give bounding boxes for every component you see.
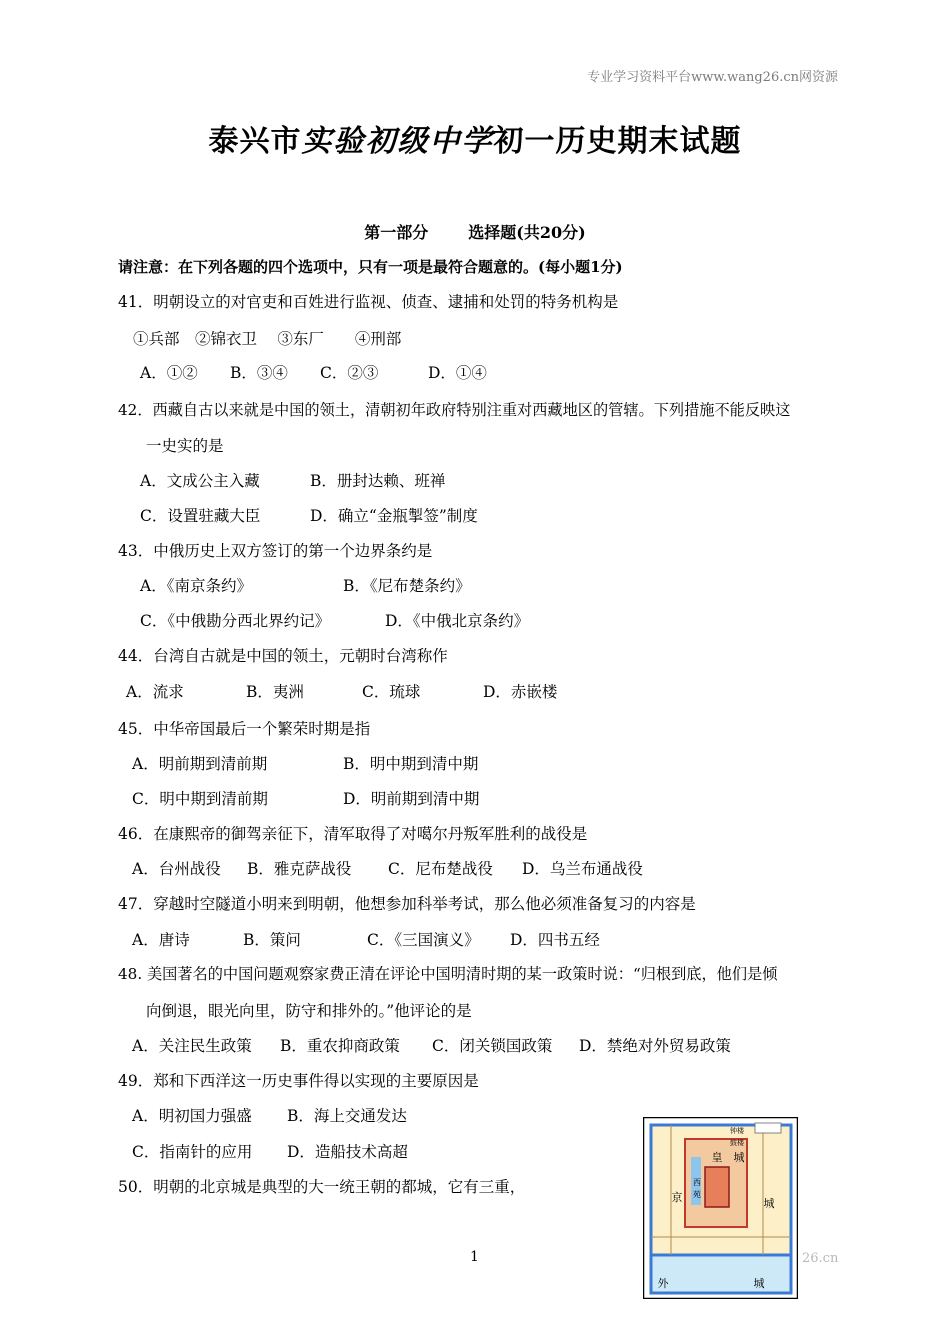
question-46-option-a: A．台州战役 <box>132 860 221 878</box>
question-48-option-d: D．禁绝对外贸易政策 <box>579 1037 731 1055</box>
question-45-option-d: D．明前期到清中期 <box>343 790 480 808</box>
question-41-option-a: A．①② <box>140 364 198 382</box>
question-43-option-b: B．《尼布楚条约》 <box>343 577 471 595</box>
question-49-option-c: C．指南针的应用 <box>132 1143 253 1161</box>
question-47-option-c: C．《三国演义》 <box>367 931 480 949</box>
question-42-option-b: B．册封达赖、班禅 <box>310 472 446 490</box>
question-47-stem: 47．穿越时空隧道小明来到明朝，他想参加科举考试，那么他必须准备复习的内容是 <box>118 895 696 913</box>
title-suffix: 初一历史期末试题 <box>493 124 742 159</box>
question-42-stem-line1: 42．西藏自古以来就是中国的领土，清朝初年政府特别注重对西藏地区的管辖。下列措施不能反映这 <box>118 401 791 419</box>
question-46-option-d: D．乌兰布通战役 <box>522 860 643 878</box>
title-school: 实验初级中学 <box>301 124 494 159</box>
question-43-option-c: C．《中俄勘分西北界约记》 <box>140 612 331 630</box>
question-44-option-c: C．琉球 <box>362 683 421 701</box>
question-43-option-d: D．《中俄北京条约》 <box>385 612 530 630</box>
section-name: 选择题(共20分) <box>468 223 586 242</box>
question-44-option-b: B．夷洲 <box>246 683 304 701</box>
question-44-stem: 44．台湾自古就是中国的领土，元朝时台湾称作 <box>118 647 448 665</box>
section-part: 第一部分 <box>364 223 429 242</box>
question-48-stem-line2: 向倒退，眼光向里，防守和排外的。”他评论的是 <box>146 1002 472 1020</box>
page-title <box>0 116 950 160</box>
map-label-capital: 京 <box>671 1191 683 1204</box>
map-label-city-east: 城 <box>763 1197 775 1210</box>
question-45-option-c: C．明中期到清前期 <box>132 790 268 808</box>
section-heading <box>0 220 950 243</box>
question-48-option-a: A．关注民生政策 <box>132 1037 252 1055</box>
question-41-option-d: D．①④ <box>428 364 487 382</box>
question-50-stem: 50．明朝的北京城是典型的大一统王朝的都城，它有三重， <box>118 1178 526 1196</box>
question-46-option-b: B．雅克萨战役 <box>247 860 352 878</box>
question-44-option-d: D．赤嵌楼 <box>483 683 558 701</box>
map-label-outer-city: 城 <box>753 1277 765 1290</box>
question-49-option-a: A．明初国力强盛 <box>132 1107 252 1125</box>
question-42-option-c: C．设置驻藏大臣 <box>140 507 261 525</box>
watermark-fragment: 26.cn <box>802 1251 839 1266</box>
question-41-option-b: B．③④ <box>230 364 288 382</box>
header-note: 专业学习资料平台www.wang26.cn网资源 <box>587 70 838 85</box>
map-label-city: 城 <box>733 1151 745 1164</box>
question-41-stem: 41．明朝设立的对官吏和百姓进行监视、侦查、逮捕和处罚的特务机构是 <box>118 293 619 311</box>
question-42-option-a: A．文成公主入藏 <box>140 472 260 490</box>
question-49-option-d: D．造船技术高超 <box>287 1143 408 1161</box>
map-label-west: 西 <box>693 1178 701 1187</box>
map-label-drum: 鼓楼 <box>730 1139 744 1147</box>
question-45-option-a: A．明前期到清前期 <box>132 755 268 773</box>
question-41-items: ①兵部 ②锦衣卫 ③东厂 ④刑部 <box>133 330 402 348</box>
question-46-option-c: C．尼布楚战役 <box>388 860 493 878</box>
question-47-option-b: B．策问 <box>243 931 301 949</box>
question-48-option-b: B．重农抑商政策 <box>280 1037 400 1055</box>
map-label-park: 苑 <box>693 1190 701 1199</box>
question-49-stem: 49．郑和下西洋这一历史事件得以实现的主要原因是 <box>118 1072 479 1090</box>
page-number: 1 <box>470 1249 479 1265</box>
question-49-option-b: B．海上交通发达 <box>287 1107 407 1125</box>
title-prefix: 泰兴市 <box>208 124 302 159</box>
map-label-outer: 外 <box>657 1277 669 1290</box>
question-45-stem: 45．中华帝国最后一个繁荣时期是指 <box>118 720 371 738</box>
question-41-option-c: C．②③ <box>320 364 379 382</box>
question-42-option-d: D．确立“金瓶掣签”制度 <box>310 507 478 525</box>
question-46-stem: 46．在康熙帝的御驾亲征下，清军取得了对噶尔丹叛军胜利的战役是 <box>118 825 588 843</box>
map-label-bell: 钟楼 <box>730 1127 744 1135</box>
question-43-stem: 43．中俄历史上双方签订的第一个边界条约是 <box>118 542 433 560</box>
question-43-option-a: A．《南京条约》 <box>140 577 252 595</box>
notice: 请注意：在下列各题的四个选项中，只有一项是最符合题意的。(每小题1分) <box>118 258 623 276</box>
question-48-stem-line1: 48. 美国著名的中国问题观察家费正清在评论中国明清时期的某一政策时说：“归根到底，他们是倾 <box>118 965 778 983</box>
question-45-option-b: B．明中期到清中期 <box>343 755 479 773</box>
question-48-option-c: C．闭关锁国政策 <box>432 1037 553 1055</box>
beijing-city-map <box>643 1117 798 1299</box>
question-44-option-a: A．流求 <box>126 683 184 701</box>
question-47-option-d: D．四书五经 <box>510 931 600 949</box>
question-47-option-a: A．唐诗 <box>132 931 190 949</box>
question-42-stem-line2: 一史实的是 <box>146 437 224 455</box>
map-label-imperial: 皇 <box>711 1151 723 1164</box>
